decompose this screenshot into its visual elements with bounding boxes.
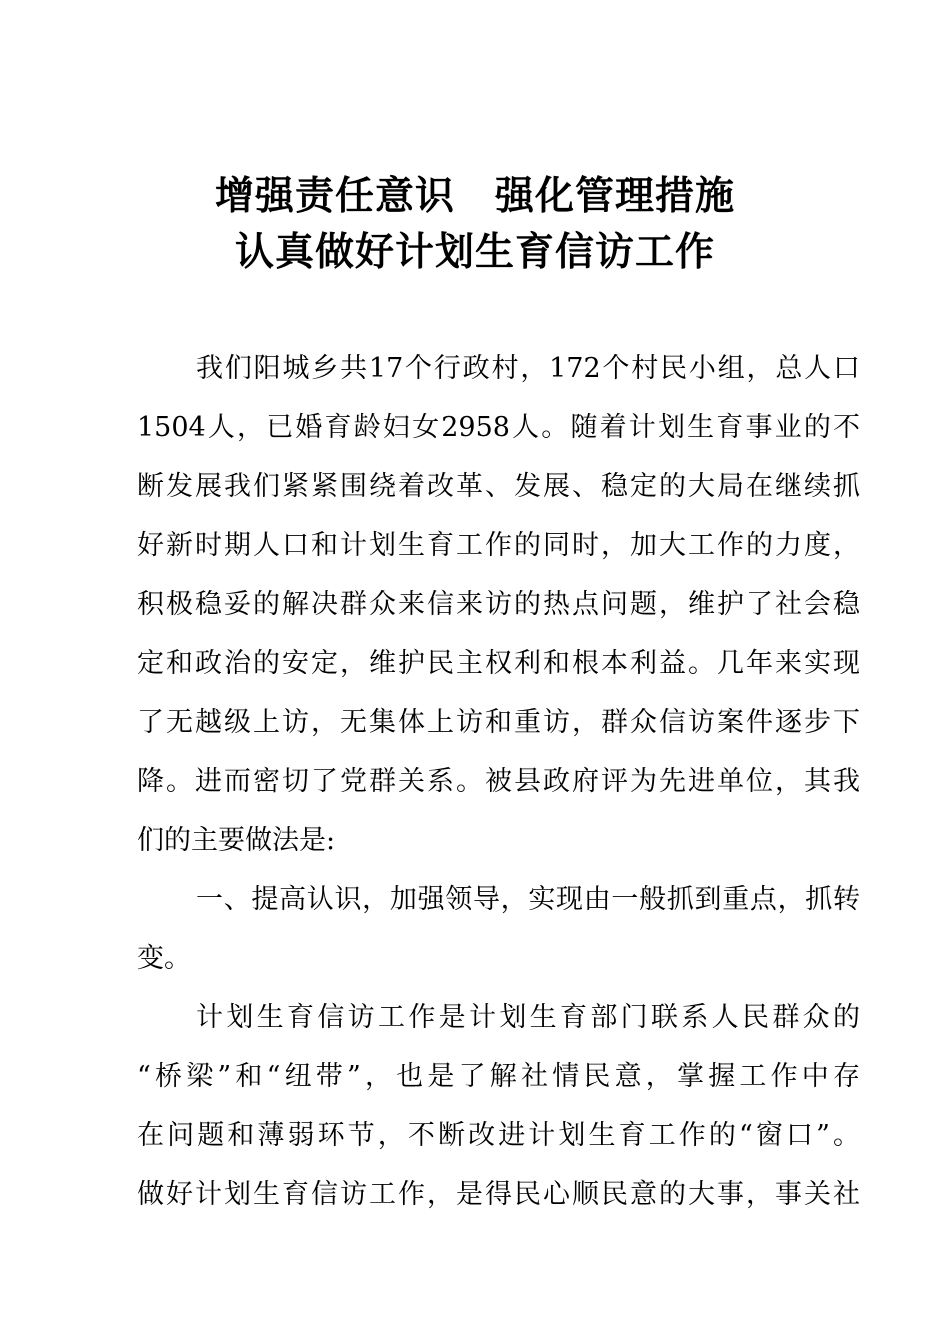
text-line: 降。进而密切了党群关系。被县政府评为先进单位，其我	[137, 766, 860, 797]
text-line: 1504人，已婚育龄妇女2958人。随着计划生育事业的不	[137, 412, 860, 443]
text-line: 定和政治的安定，维护民主权利和根本利益。几年来实现	[137, 648, 860, 679]
heading-line: 变。	[137, 943, 191, 974]
title-line-2: 认真做好计划生育信访工作	[234, 230, 715, 275]
title-line-1: 增强责任意识 强化管理措施	[214, 174, 735, 219]
text-line: “桥梁”和“纽带”，也是了解社情民意，掌握工作中存	[137, 1061, 860, 1092]
text-line: 们的主要做法是:	[137, 825, 336, 856]
text-line: 了无越级上访，无集体上访和重访，群众信访案件逐步下	[137, 707, 860, 738]
text-line: 在问题和薄弱环节，不断改进计划生育工作的“窗口”。	[137, 1120, 860, 1151]
text-line: 断发展我们紧紧围绕着改革、发展、稳定的大局在继续抓	[137, 471, 860, 502]
text-line: 做好计划生育信访工作，是得民心顺民意的大事，事关社	[137, 1179, 860, 1210]
text-line: 好新时期人口和计划生育工作的同时，加大工作的力度，	[137, 530, 860, 561]
heading-line: 一、提高认识，加强领导，实现由一般抓到重点，抓转	[196, 884, 860, 915]
text-line: 计划生育信访工作是计划生育部门联系人民群众的	[196, 1002, 860, 1033]
text-line: 我们阳城乡共17个行政村，172个村民小组，总人口	[196, 353, 860, 384]
text-line: 积极稳妥的解决群众来信来访的热点问题，维护了社会稳	[137, 589, 860, 620]
